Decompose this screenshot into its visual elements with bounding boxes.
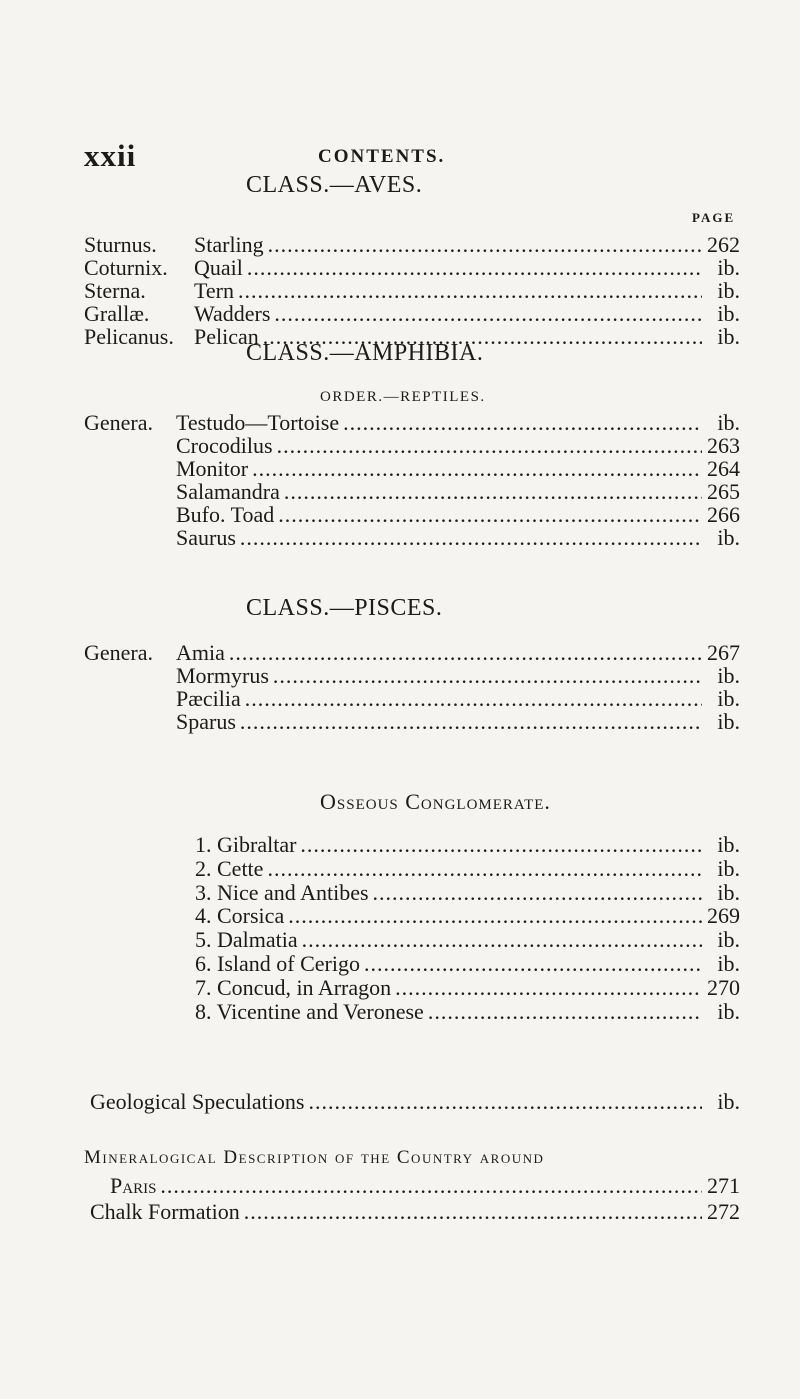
toc-page: ib. — [717, 663, 740, 688]
aves-heading: CLASS.—AVES. — [246, 172, 423, 198]
speculations-row — [90, 1089, 740, 1115]
chalk-page: 272 — [707, 1199, 740, 1224]
paris-page: 271 — [707, 1173, 740, 1198]
toc-page: ib. — [717, 998, 740, 1024]
toc-page: ib. — [717, 855, 740, 881]
running-title: CONTENTS. — [318, 146, 446, 167]
toc-entry-name: 4. Corsica — [195, 903, 285, 929]
toc-entry-name: Salamandra — [176, 479, 280, 504]
toc-row — [195, 975, 740, 1001]
toc-page: ib. — [717, 879, 740, 905]
toc-page: ib. — [717, 709, 740, 734]
toc-entry-name: 3. Nice and Antibes — [195, 879, 369, 905]
toc-page: 263 — [707, 433, 740, 458]
osseous-heading: Osseous Conglomerate. — [320, 789, 551, 814]
toc-entry-name: 1. Gibraltar — [195, 832, 297, 857]
leader-dots — [302, 927, 702, 953]
pisces-heading: CLASS.—PISCES. — [246, 595, 443, 621]
toc-entry-name: Monitor — [176, 456, 249, 481]
toc-entry-name: 8. Vicentine and Veronese — [195, 998, 424, 1024]
leader-dots — [428, 999, 702, 1025]
toc-entry-name: 6. Island of Cerigo — [195, 951, 360, 976]
toc-genus: Coturnix. — [84, 255, 168, 280]
toc-row — [195, 903, 740, 929]
speculations-label: Geological Speculations — [90, 1089, 305, 1114]
leader-dots — [364, 951, 702, 977]
page-number: xxii — [84, 138, 137, 173]
toc-entry-name: Amia — [176, 640, 225, 665]
pisces-genera-label: Genera. — [84, 640, 154, 665]
toc-row — [195, 927, 740, 953]
toc-entry-name: Pæcilia — [176, 686, 241, 711]
leader-dots — [160, 1173, 702, 1199]
toc-entry-name: Bufo. Toad — [176, 502, 275, 527]
chalk-label: Chalk Formation — [90, 1199, 240, 1224]
toc-page: ib. — [717, 686, 740, 711]
toc-entry-name: Quail — [194, 255, 243, 280]
page-column-label: PAGE — [692, 210, 736, 225]
toc-page: ib. — [717, 255, 740, 280]
amphibia-heading: CLASS.—AMPHIBIA. — [246, 340, 484, 366]
toc-genus: Sturnus. — [84, 232, 157, 257]
toc-entry-name: Tern — [194, 278, 234, 303]
toc-page: 270 — [707, 974, 740, 1000]
amphibia-genera-label: Genera. — [84, 410, 154, 435]
toc-page: ib. — [717, 951, 740, 976]
toc-entry-name: Starling — [194, 232, 264, 257]
toc-row — [195, 880, 740, 906]
toc-page: ib. — [717, 278, 740, 303]
leader-dots — [300, 832, 702, 858]
toc-entry-name: Saurus — [176, 525, 236, 550]
toc-entry-name: Pelican — [194, 324, 259, 349]
toc-page: ib. — [717, 301, 740, 326]
chalk-row — [90, 1199, 740, 1225]
toc-entry-name: 2. Cette — [195, 855, 264, 881]
amphibia-order: ORDER.—REPTILES. — [320, 389, 486, 405]
toc-row — [195, 856, 740, 882]
leader-dots — [240, 709, 702, 735]
toc-row — [195, 832, 740, 858]
paris-row — [110, 1173, 740, 1199]
leader-dots — [308, 1089, 702, 1115]
leader-dots — [240, 525, 702, 551]
toc-row — [195, 951, 740, 977]
leader-dots — [395, 975, 702, 1001]
toc-page: ib. — [717, 525, 740, 550]
toc-entry-name: 7. Concud, in Arragon — [195, 974, 392, 1000]
toc-row — [176, 709, 740, 735]
toc-entry-name: 5. Dalmatia — [195, 927, 298, 953]
leader-dots — [288, 903, 702, 929]
toc-page: 269 — [707, 903, 740, 929]
toc-page: 266 — [707, 502, 740, 527]
toc-genus: Sterna. — [84, 278, 146, 303]
toc-page: 265 — [707, 479, 740, 504]
speculations-page: ib. — [717, 1089, 740, 1114]
toc-page: ib. — [717, 410, 740, 435]
toc-entry-name: Mormyrus — [176, 663, 269, 688]
toc-page: ib. — [717, 927, 740, 953]
leader-dots — [267, 856, 702, 882]
toc-page: 267 — [707, 640, 740, 665]
toc-page: 264 — [707, 456, 740, 481]
toc-entry-name: Wadders — [194, 301, 271, 326]
leader-dots — [373, 880, 702, 906]
toc-row — [195, 999, 740, 1025]
leader-dots — [244, 1199, 702, 1225]
toc-genus: Pelicanus. — [84, 324, 174, 349]
toc-entry-name: Crocodilus — [176, 433, 273, 458]
toc-page: 262 — [707, 232, 740, 257]
toc-entry-name: Testudo—Tortoise — [176, 410, 340, 435]
toc-genus: Grallæ. — [84, 301, 150, 326]
paris-label: Paris — [110, 1173, 157, 1198]
mineralogical-title: Mineralogical Description of the Country around — [84, 1147, 545, 1168]
toc-page: ib. — [717, 832, 740, 857]
toc-page: ib. — [717, 324, 740, 349]
toc-entry-name: Sparus — [176, 709, 236, 734]
toc-row — [176, 525, 740, 551]
toc-label — [84, 324, 259, 350]
